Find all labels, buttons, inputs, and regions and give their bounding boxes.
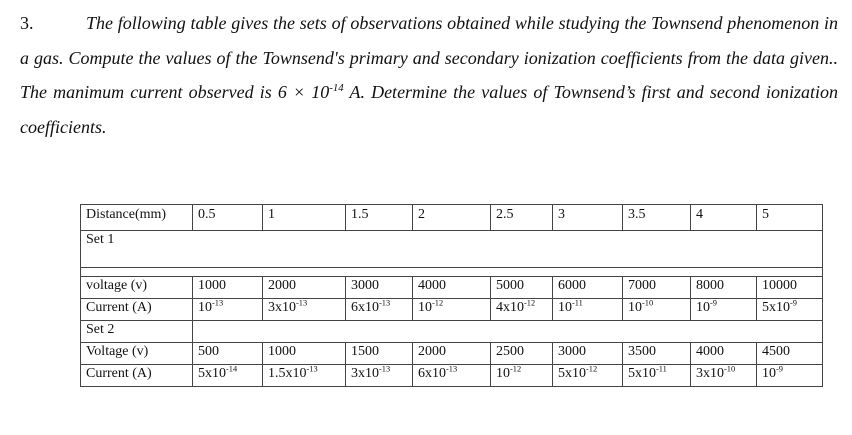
set1-voltage-cell: 6000 (553, 277, 623, 299)
set1-voltage-cell: 8000 (691, 277, 757, 299)
current-exponent: -10 (724, 364, 736, 374)
current-base: 3x10 (268, 300, 296, 315)
set2-current-label: Current (A) (81, 365, 193, 387)
distance-cell: 0.5 (193, 205, 263, 231)
current-exponent: -14 (226, 364, 238, 374)
spacer-row (81, 268, 823, 277)
set2-voltage-row (81, 343, 823, 365)
question-line-3: coefficients from the data given.. The manimum current observed is 6 × 10 (20, 47, 839, 102)
set2-current-cell (193, 365, 263, 387)
set2-current-cell (346, 365, 413, 387)
current-base: 4x10 (496, 300, 524, 315)
question-line-4: of Townsend’s first and second ionization coefficients. (20, 82, 839, 137)
current-exponent: -13 (212, 298, 224, 308)
current-base: 5x10 (762, 300, 790, 315)
current-base: 10 (558, 300, 572, 315)
current-exponent: -12 (524, 298, 536, 308)
set1-label: Set 1 (81, 231, 823, 268)
set2-title-row (81, 321, 823, 343)
set2-current-cell (491, 365, 553, 387)
set1-voltage-label: voltage (v) (81, 277, 193, 299)
set2-current-row (81, 365, 823, 387)
set1-current-label: Current (A) (81, 299, 193, 321)
set1-voltage-cell: 4000 (413, 277, 491, 299)
current-base: 1.5x10 (268, 366, 307, 381)
set2-voltage-cell: 4000 (691, 343, 757, 365)
current-exponent: -13 (379, 298, 391, 308)
current-exponent: -11 (656, 364, 667, 374)
current-base: 6x10 (418, 366, 446, 381)
set1-voltage-cell: 5000 (491, 277, 553, 299)
question-line-3-end: A. Determine the values (343, 82, 528, 102)
current-base: 3x10 (351, 366, 379, 381)
set1-current-cell (553, 299, 623, 321)
set2-voltage-cell: 3000 (553, 343, 623, 365)
set2-current-cell (691, 365, 757, 387)
current-exponent: -9 (776, 364, 783, 374)
set2-current-cell (553, 365, 623, 387)
current-exponent: -11 (572, 298, 583, 308)
current-base: 10 (628, 300, 642, 315)
set1-current-cell (491, 299, 553, 321)
observation-table-body (81, 205, 823, 387)
current-exponent: -9 (790, 298, 797, 308)
current-exponent: -12 (432, 298, 444, 308)
current-base: 10 (696, 300, 710, 315)
distance-cell: 2.5 (491, 205, 553, 231)
question-line-2: phenomenon in a gas. Compute the values of the Townsend's primary and secondary ionization (20, 13, 838, 68)
set1-current-cell (413, 299, 491, 321)
set1-current-row (81, 299, 823, 321)
current-exponent: -12 (586, 364, 598, 374)
set1-voltage-cell: 2000 (263, 277, 346, 299)
set2-label: Set 2 (81, 321, 193, 343)
question-number: 3. (20, 13, 34, 33)
current-base: 5x10 (198, 366, 226, 381)
set2-voltage-cell: 500 (193, 343, 263, 365)
set1-current-cell (263, 299, 346, 321)
spacer-cell (81, 268, 823, 277)
set1-voltage-cell: 10000 (757, 277, 823, 299)
set1-current-cell (623, 299, 691, 321)
set2-voltage-cell: 1500 (346, 343, 413, 365)
distance-cell: 5 (757, 205, 823, 231)
distance-cell: 2 (413, 205, 491, 231)
distance-row (81, 205, 823, 231)
current-exponent: -13 (446, 364, 458, 374)
set2-current-cell (263, 365, 346, 387)
set2-voltage-cell: 4500 (757, 343, 823, 365)
current-exponent: -13 (379, 364, 391, 374)
set1-current-cell (346, 299, 413, 321)
current-base: 5x10 (558, 366, 586, 381)
current-exponent: -12 (510, 364, 522, 374)
distance-cell: 3 (553, 205, 623, 231)
set2-voltage-cell: 2000 (413, 343, 491, 365)
set1-voltage-cell: 7000 (623, 277, 691, 299)
set2-voltage-cell: 2500 (491, 343, 553, 365)
set1-voltage-cell: 1000 (193, 277, 263, 299)
distance-cell: 3.5 (623, 205, 691, 231)
set1-voltage-row (81, 277, 823, 299)
set1-voltage-cell: 3000 (346, 277, 413, 299)
set1-title-row (81, 231, 823, 268)
current-base: 3x10 (696, 366, 724, 381)
current-exponent: -13 (296, 298, 308, 308)
observation-table (80, 204, 823, 387)
set1-current-cell (757, 299, 823, 321)
set2-current-cell (623, 365, 691, 387)
set2-current-cell (757, 365, 823, 387)
current-exponent: -10 (642, 298, 654, 308)
current-base: 10 (418, 300, 432, 315)
current-exponent: -9 (710, 298, 717, 308)
distance-cell: 4 (691, 205, 757, 231)
set2-blank (193, 321, 823, 343)
set1-current-cell (691, 299, 757, 321)
set2-voltage-label: Voltage (v) (81, 343, 193, 365)
set2-voltage-cell: 1000 (263, 343, 346, 365)
distance-cell: 1 (263, 205, 346, 231)
current-base: 5x10 (628, 366, 656, 381)
question-line-1: The following table gives the sets of observations obtained while studying the Townsend (86, 13, 723, 33)
set1-current-cell (193, 299, 263, 321)
current-base: 10 (762, 366, 776, 381)
current-exponent: -13 (306, 364, 318, 374)
distance-header: Distance(mm) (81, 205, 193, 231)
question-paragraph (20, 6, 838, 144)
distance-cell: 1.5 (346, 205, 413, 231)
question-block (20, 6, 838, 144)
set2-voltage-cell: 3500 (623, 343, 691, 365)
set2-current-cell (413, 365, 491, 387)
current-base: 10 (198, 300, 212, 315)
current-base: 10 (496, 366, 510, 381)
current-base: 6x10 (351, 300, 379, 315)
question-exponent: -14 (329, 82, 344, 94)
